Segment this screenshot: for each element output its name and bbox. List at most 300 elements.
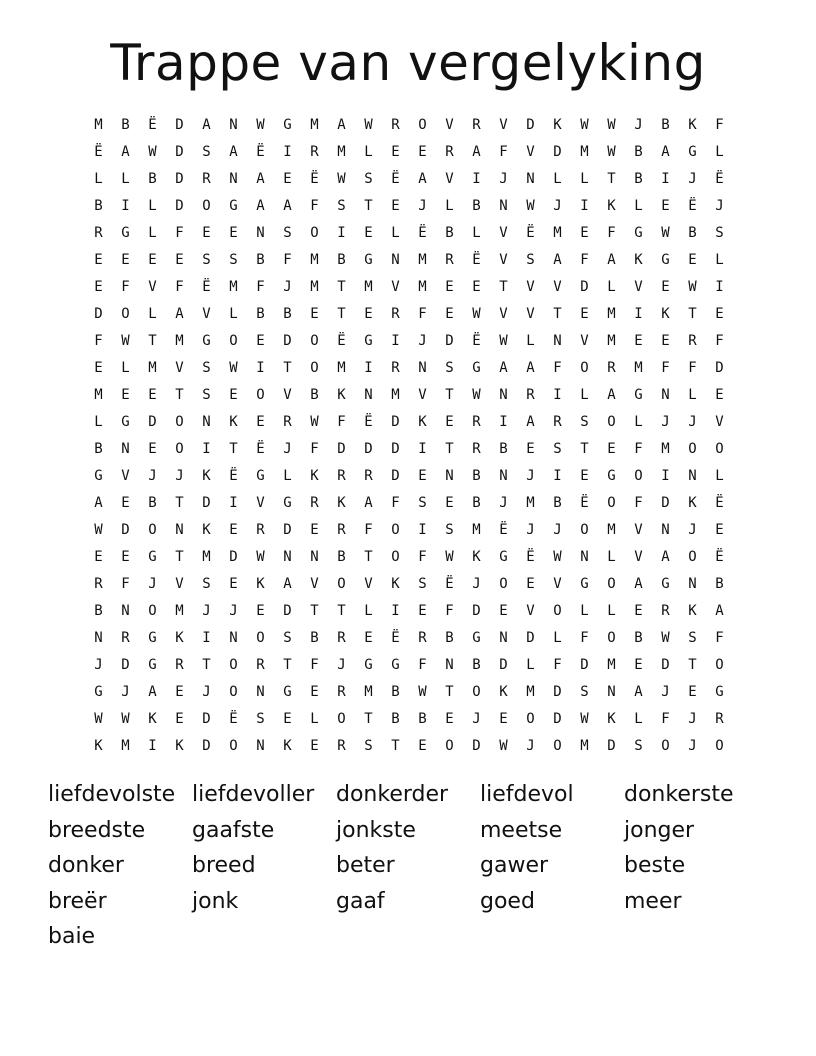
grid-letter[interactable]: A [553,252,562,268]
grid-letter[interactable]: B [94,603,103,619]
grid-letter[interactable]: O [499,576,508,592]
grid-letter[interactable]: D [472,603,481,619]
grid-letter[interactable]: O [229,684,238,700]
grid-letter[interactable]: K [607,198,616,214]
grid-letter[interactable]: D [580,279,589,295]
grid-letter[interactable]: E [391,144,400,160]
grid-letter[interactable]: D [229,549,238,565]
grid-letter[interactable]: Ë [94,144,103,160]
grid-letter[interactable]: A [256,198,265,214]
grid-letter[interactable]: V [634,279,643,295]
grid-letter[interactable]: J [715,198,724,214]
grid-letter[interactable]: O [310,225,319,241]
grid-letter[interactable]: M [391,387,400,403]
grid-letter[interactable]: B [418,711,427,727]
grid-letter[interactable]: F [499,144,508,160]
grid-letter[interactable]: E [445,495,454,511]
grid-letter[interactable]: R [607,360,616,376]
grid-letter[interactable]: K [175,738,184,754]
grid-letter[interactable]: N [229,630,238,646]
grid-letter[interactable]: L [526,657,535,673]
grid-letter[interactable]: E [418,738,427,754]
grid-letter[interactable]: T [499,279,508,295]
grid-letter[interactable]: N [499,630,508,646]
grid-letter[interactable]: J [688,414,697,430]
grid-letter[interactable]: F [391,495,400,511]
grid-letter[interactable]: B [337,549,346,565]
grid-letter[interactable]: E [634,657,643,673]
grid-letter[interactable]: M [418,279,427,295]
grid-letter[interactable]: V [310,576,319,592]
grid-letter[interactable]: T [445,684,454,700]
grid-letter[interactable]: E [94,360,103,376]
grid-letter[interactable]: R [337,522,346,538]
grid-letter[interactable]: O [688,549,697,565]
grid-letter[interactable]: S [202,144,211,160]
grid-letter[interactable]: I [202,441,211,457]
grid-letter[interactable]: N [121,441,130,457]
grid-letter[interactable]: A [283,198,292,214]
grid-letter[interactable]: G [283,684,292,700]
grid-letter[interactable]: N [175,522,184,538]
grid-letter[interactable]: K [337,495,346,511]
grid-letter[interactable]: J [283,279,292,295]
grid-letter[interactable]: E [175,711,184,727]
grid-letter[interactable]: E [499,603,508,619]
grid-letter[interactable]: T [337,306,346,322]
grid-letter[interactable]: R [472,117,481,133]
grid-letter[interactable]: K [256,576,265,592]
grid-letter[interactable]: O [310,360,319,376]
grid-letter[interactable]: W [661,630,670,646]
grid-letter[interactable]: L [607,603,616,619]
grid-letter[interactable]: L [148,225,157,241]
grid-letter[interactable]: G [148,657,157,673]
grid-letter[interactable]: V [580,333,589,349]
grid-letter[interactable]: J [661,414,670,430]
grid-letter[interactable]: T [202,657,211,673]
grid-letter[interactable]: M [580,144,589,160]
grid-letter[interactable]: W [661,225,670,241]
grid-letter[interactable]: L [364,603,373,619]
grid-letter[interactable]: V [364,576,373,592]
grid-letter[interactable]: B [391,684,400,700]
grid-letter[interactable]: G [121,225,130,241]
grid-letter[interactable]: S [202,252,211,268]
grid-letter[interactable]: S [202,387,211,403]
grid-letter[interactable]: D [445,333,454,349]
grid-letter[interactable]: T [337,603,346,619]
grid-letter[interactable]: J [688,738,697,754]
grid-letter[interactable]: M [526,495,535,511]
grid-letter[interactable]: F [715,117,724,133]
grid-letter[interactable]: W [607,117,616,133]
grid-letter[interactable]: S [580,684,589,700]
grid-letter[interactable]: A [283,576,292,592]
grid-letter[interactable]: E [526,576,535,592]
grid-letter[interactable]: S [256,711,265,727]
grid-letter[interactable]: E [445,279,454,295]
grid-letter[interactable]: S [445,360,454,376]
grid-letter[interactable]: S [364,738,373,754]
grid-letter[interactable]: E [445,414,454,430]
grid-letter[interactable]: V [445,171,454,187]
grid-letter[interactable]: W [472,387,481,403]
grid-letter[interactable]: N [526,171,535,187]
grid-letter[interactable]: E [256,414,265,430]
grid-letter[interactable]: L [553,630,562,646]
grid-letter[interactable]: G [283,117,292,133]
grid-letter[interactable]: L [391,225,400,241]
grid-letter[interactable]: D [175,198,184,214]
grid-letter[interactable]: I [553,468,562,484]
grid-letter[interactable]: V [553,576,562,592]
grid-letter[interactable]: E [364,225,373,241]
grid-letter[interactable]: T [310,603,319,619]
grid-letter[interactable]: K [607,711,616,727]
grid-letter[interactable]: G [472,360,481,376]
grid-letter[interactable]: J [499,495,508,511]
grid-letter[interactable]: I [148,738,157,754]
grid-letter[interactable]: E [94,549,103,565]
grid-letter[interactable]: F [256,279,265,295]
grid-letter[interactable]: S [337,198,346,214]
grid-letter[interactable]: O [634,468,643,484]
grid-letter[interactable]: I [229,495,238,511]
grid-letter[interactable]: D [526,630,535,646]
grid-letter[interactable]: V [418,387,427,403]
grid-letter[interactable]: D [553,711,562,727]
grid-letter[interactable]: E [580,225,589,241]
grid-letter[interactable]: T [283,360,292,376]
grid-letter[interactable]: J [202,603,211,619]
grid-letter[interactable]: O [337,576,346,592]
grid-letter[interactable]: I [580,198,589,214]
grid-letter[interactable]: J [688,522,697,538]
grid-letter[interactable]: E [661,333,670,349]
grid-letter[interactable]: R [94,576,103,592]
grid-letter[interactable]: I [472,171,481,187]
grid-letter[interactable]: S [688,630,697,646]
grid-letter[interactable]: A [121,144,130,160]
grid-letter[interactable]: D [175,171,184,187]
grid-letter[interactable]: F [121,279,130,295]
grid-letter[interactable]: T [229,441,238,457]
grid-letter[interactable]: E [526,441,535,457]
grid-letter[interactable]: M [310,117,319,133]
grid-letter[interactable]: W [310,414,319,430]
grid-letter[interactable]: F [283,252,292,268]
grid-letter[interactable]: L [715,468,724,484]
grid-letter[interactable]: M [202,549,211,565]
grid-letter[interactable]: R [310,144,319,160]
grid-letter[interactable]: R [472,414,481,430]
grid-letter[interactable]: M [121,738,130,754]
grid-letter[interactable]: L [634,198,643,214]
grid-letter[interactable]: Ë [526,549,535,565]
grid-letter[interactable]: R [688,333,697,349]
grid-letter[interactable]: R [337,738,346,754]
grid-letter[interactable]: J [472,711,481,727]
grid-letter[interactable]: Ë [391,630,400,646]
grid-letter[interactable]: E [688,252,697,268]
grid-letter[interactable]: F [553,360,562,376]
grid-letter[interactable]: E [229,225,238,241]
grid-letter[interactable]: B [445,630,454,646]
grid-letter[interactable]: E [229,387,238,403]
grid-letter[interactable]: K [553,117,562,133]
grid-letter[interactable]: I [391,333,400,349]
grid-letter[interactable]: O [526,711,535,727]
grid-letter[interactable]: O [553,738,562,754]
grid-letter[interactable]: F [607,225,616,241]
grid-letter[interactable]: D [121,522,130,538]
grid-letter[interactable]: W [364,117,373,133]
grid-letter[interactable]: K [175,630,184,646]
grid-letter[interactable]: E [580,468,589,484]
grid-letter[interactable]: G [283,495,292,511]
grid-letter[interactable]: A [364,495,373,511]
grid-letter[interactable]: O [229,333,238,349]
grid-letter[interactable]: W [121,333,130,349]
grid-letter[interactable]: I [418,441,427,457]
grid-letter[interactable]: O [661,738,670,754]
grid-letter[interactable]: F [634,441,643,457]
grid-letter[interactable]: V [175,576,184,592]
grid-letter[interactable]: T [175,495,184,511]
grid-letter[interactable]: M [310,252,319,268]
grid-letter[interactable]: W [580,711,589,727]
grid-letter[interactable]: K [688,117,697,133]
grid-letter[interactable]: L [634,414,643,430]
grid-letter[interactable]: E [229,522,238,538]
grid-letter[interactable]: D [391,414,400,430]
grid-letter[interactable]: Ë [148,117,157,133]
grid-letter[interactable]: I [418,522,427,538]
grid-letter[interactable]: V [499,306,508,322]
grid-letter[interactable]: D [148,414,157,430]
grid-letter[interactable]: M [364,279,373,295]
grid-letter[interactable]: S [445,522,454,538]
grid-letter[interactable]: E [148,252,157,268]
grid-letter[interactable]: M [94,117,103,133]
grid-letter[interactable]: K [202,522,211,538]
grid-letter[interactable]: F [310,657,319,673]
grid-letter[interactable]: N [202,414,211,430]
grid-letter[interactable]: I [121,198,130,214]
grid-letter[interactable]: W [499,333,508,349]
grid-letter[interactable]: N [94,630,103,646]
grid-letter[interactable]: B [472,495,481,511]
grid-letter[interactable]: G [364,657,373,673]
grid-letter[interactable]: D [661,495,670,511]
grid-letter[interactable]: Ë [715,495,724,511]
grid-letter[interactable]: T [445,387,454,403]
grid-letter[interactable]: D [202,738,211,754]
grid-letter[interactable]: O [580,522,589,538]
grid-letter[interactable]: N [688,468,697,484]
grid-letter[interactable]: G [121,414,130,430]
grid-letter[interactable]: R [310,495,319,511]
grid-letter[interactable]: M [634,360,643,376]
grid-letter[interactable]: D [580,657,589,673]
grid-letter[interactable]: D [202,495,211,511]
grid-letter[interactable]: E [715,387,724,403]
grid-letter[interactable]: L [580,603,589,619]
grid-letter[interactable]: J [553,198,562,214]
grid-letter[interactable]: B [283,306,292,322]
grid-letter[interactable]: B [688,225,697,241]
grid-letter[interactable]: L [553,171,562,187]
grid-letter[interactable]: M [310,279,319,295]
grid-letter[interactable]: D [661,657,670,673]
grid-letter[interactable]: L [445,198,454,214]
grid-letter[interactable]: N [661,387,670,403]
grid-letter[interactable]: D [553,144,562,160]
grid-letter[interactable]: W [94,711,103,727]
grid-letter[interactable]: E [391,198,400,214]
grid-letter[interactable]: R [391,360,400,376]
grid-letter[interactable]: B [94,441,103,457]
grid-letter[interactable]: D [283,603,292,619]
grid-letter[interactable]: Ë [229,468,238,484]
grid-letter[interactable]: V [121,468,130,484]
grid-letter[interactable]: N [445,657,454,673]
grid-letter[interactable]: B [715,576,724,592]
grid-letter[interactable]: R [445,144,454,160]
grid-letter[interactable]: N [310,549,319,565]
grid-letter[interactable]: L [715,144,724,160]
grid-letter[interactable]: L [94,414,103,430]
grid-letter[interactable]: L [229,306,238,322]
grid-letter[interactable]: E [175,684,184,700]
grid-letter[interactable]: B [445,225,454,241]
grid-letter[interactable]: E [121,387,130,403]
grid-letter[interactable]: J [526,522,535,538]
grid-letter[interactable]: R [121,630,130,646]
grid-letter[interactable]: W [94,522,103,538]
grid-letter[interactable]: V [499,225,508,241]
grid-letter[interactable]: N [364,387,373,403]
grid-letter[interactable]: O [607,576,616,592]
grid-letter[interactable]: D [391,468,400,484]
grid-letter[interactable]: S [634,738,643,754]
grid-letter[interactable]: E [634,603,643,619]
grid-letter[interactable]: K [688,495,697,511]
grid-letter[interactable]: K [94,738,103,754]
grid-letter[interactable]: J [472,576,481,592]
grid-letter[interactable]: N [499,468,508,484]
grid-letter[interactable]: R [391,306,400,322]
grid-letter[interactable]: G [634,387,643,403]
grid-letter[interactable]: Ë [229,711,238,727]
grid-letter[interactable]: M [580,738,589,754]
grid-letter[interactable]: R [661,603,670,619]
grid-letter[interactable]: B [256,252,265,268]
grid-letter[interactable]: M [607,306,616,322]
grid-letter[interactable]: N [445,468,454,484]
grid-letter[interactable]: O [715,738,724,754]
grid-letter[interactable]: K [229,414,238,430]
grid-letter[interactable]: E [715,522,724,538]
grid-letter[interactable]: W [472,306,481,322]
grid-letter[interactable]: E [175,252,184,268]
grid-letter[interactable]: W [553,549,562,565]
grid-letter[interactable]: G [715,684,724,700]
grid-letter[interactable]: Ë [472,333,481,349]
grid-letter[interactable]: E [310,522,319,538]
grid-letter[interactable]: B [634,630,643,646]
grid-letter[interactable]: I [391,603,400,619]
grid-letter[interactable]: O [445,738,454,754]
grid-letter[interactable]: B [310,630,319,646]
grid-letter[interactable]: T [445,441,454,457]
grid-letter[interactable]: N [688,576,697,592]
grid-letter[interactable]: J [418,333,427,349]
grid-letter[interactable]: D [472,738,481,754]
grid-letter[interactable]: L [580,171,589,187]
grid-letter[interactable]: A [526,414,535,430]
grid-letter[interactable]: K [661,306,670,322]
grid-letter[interactable]: J [121,684,130,700]
grid-letter[interactable]: O [391,522,400,538]
grid-letter[interactable]: T [607,171,616,187]
grid-letter[interactable]: S [202,576,211,592]
grid-letter[interactable]: A [337,117,346,133]
grid-letter[interactable]: D [526,117,535,133]
grid-letter[interactable]: N [256,738,265,754]
grid-letter[interactable]: A [607,252,616,268]
grid-letter[interactable]: M [418,252,427,268]
grid-letter[interactable]: W [148,144,157,160]
grid-letter[interactable]: E [148,387,157,403]
grid-letter[interactable]: E [634,333,643,349]
grid-letter[interactable]: T [364,549,373,565]
grid-letter[interactable]: T [688,657,697,673]
grid-letter[interactable]: J [202,684,211,700]
grid-letter[interactable]: A [256,171,265,187]
grid-letter[interactable]: V [148,279,157,295]
grid-letter[interactable]: T [175,387,184,403]
grid-letter[interactable]: R [472,441,481,457]
grid-letter[interactable]: W [121,711,130,727]
grid-letter[interactable]: R [715,711,724,727]
grid-letter[interactable]: T [580,441,589,457]
grid-letter[interactable]: D [607,738,616,754]
grid-letter[interactable]: R [256,657,265,673]
grid-letter[interactable]: I [715,279,724,295]
grid-letter[interactable]: S [283,225,292,241]
grid-letter[interactable]: O [256,387,265,403]
grid-letter[interactable]: Ë [418,225,427,241]
grid-letter[interactable]: A [148,684,157,700]
grid-letter[interactable]: M [607,522,616,538]
grid-letter[interactable]: J [94,657,103,673]
grid-letter[interactable]: E [310,306,319,322]
grid-letter[interactable]: M [607,657,616,673]
grid-letter[interactable]: S [418,576,427,592]
grid-letter[interactable]: G [688,144,697,160]
grid-letter[interactable]: E [499,711,508,727]
grid-letter[interactable]: J [634,117,643,133]
grid-letter[interactable]: V [445,117,454,133]
grid-letter[interactable]: F [175,225,184,241]
grid-letter[interactable]: D [553,684,562,700]
grid-letter[interactable]: O [715,441,724,457]
grid-letter[interactable]: L [472,225,481,241]
grid-letter[interactable]: W [688,279,697,295]
grid-letter[interactable]: Ë [256,441,265,457]
